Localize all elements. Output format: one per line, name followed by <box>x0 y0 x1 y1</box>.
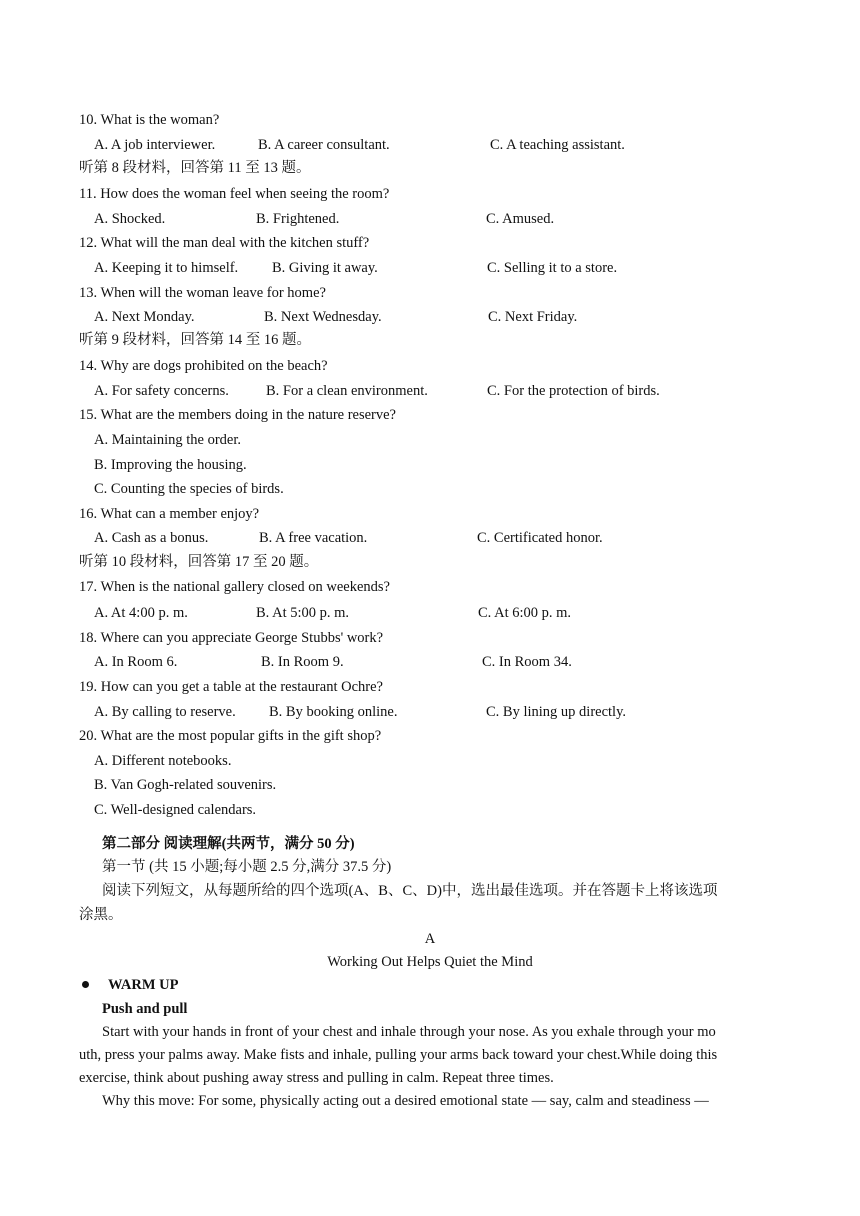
question-stem: 20. What are the most popular gifts in the gift shop? <box>79 728 382 744</box>
option-a: A. Cash as a bonus. <box>94 530 209 546</box>
option-a: A. Shocked. <box>94 211 166 227</box>
option-a: A. A job interviewer. <box>94 137 216 153</box>
option-b: B. Improving the housing. <box>94 457 247 473</box>
option-c: C. Selling it to a store. <box>487 260 618 276</box>
paragraph-line: uth, press your palms away. Make fists and inhale, pulling your arms back toward your chest.While doing this <box>79 1047 718 1063</box>
option-c: C. A teaching assistant. <box>490 137 625 153</box>
part-title: 第二部分 阅读理解(共两节，满分 50 分) <box>102 836 355 852</box>
warmup-heading: WARM UP <box>108 977 179 993</box>
option-a: A. By calling to reserve. <box>94 704 236 720</box>
section-instruction: 听第 10 段材料，回答第 17 至 20 题。 <box>79 554 319 570</box>
option-b: B. Van Gogh-related souvenirs. <box>94 777 277 793</box>
option-a: A. Maintaining the order. <box>94 432 241 448</box>
question-stem: 14. Why are dogs prohibited on the beach? <box>79 358 328 374</box>
passage-title: Working Out Helps Quiet the Mind <box>327 954 533 970</box>
option-c: C. In Room 34. <box>482 654 572 670</box>
option-b: B. Frightened. <box>256 211 340 227</box>
option-a: A. Next Monday. <box>94 309 195 325</box>
option-b: B. For a clean environment. <box>266 383 428 399</box>
option-b: B. A free vacation. <box>259 530 368 546</box>
option-b: B. By booking online. <box>269 704 398 720</box>
subheading: Push and pull <box>102 1001 188 1017</box>
option-a: A. At 4:00 p. m. <box>94 605 188 621</box>
option-c: C. Next Friday. <box>488 309 578 325</box>
paragraph-line: exercise, think about pushing away stress and pulling in calm. Repeat three times. <box>79 1070 554 1086</box>
option-a: A. Keeping it to himself. <box>94 260 239 276</box>
section-instruction: 听第 8 段材料，回答第 11 至 13 题。 <box>79 160 311 176</box>
passage-letter: A <box>424 931 436 947</box>
option-a: A. For safety concerns. <box>94 383 229 399</box>
option-a: A. Different notebooks. <box>94 753 232 769</box>
option-b: B. At 5:00 p. m. <box>256 605 350 621</box>
question-stem: 18. Where can you appreciate George Stubbs' work? <box>79 630 384 646</box>
paragraph-line: Why this move: For some, physically acting out a desired emotional state — say, calm and steadiness — <box>102 1093 709 1109</box>
question-stem: 19. How can you get a table at the restaurant Ochre? <box>79 679 383 695</box>
section-title: 第一节 (共 15 小题;每小题 2.5 分,满分 37.5 分) <box>102 859 392 875</box>
option-c: C. By lining up directly. <box>486 704 627 720</box>
option-b: B. Next Wednesday. <box>264 309 382 325</box>
question-stem: 10. What is the woman? <box>79 112 220 128</box>
option-c: C. Amused. <box>486 211 555 227</box>
question-stem: 15. What are the members doing in the nature reserve? <box>79 407 396 423</box>
question-stem: 17. When is the national gallery closed on weekends? <box>79 579 390 595</box>
option-b: B. A career consultant. <box>258 137 390 153</box>
question-stem: 16. What can a member enjoy? <box>79 506 260 522</box>
paragraph-line: Start with your hands in front of your chest and inhale through your nose. As you exhale through your mo <box>102 1024 716 1040</box>
question-stem: 12. What will the man deal with the kitchen stuff? <box>79 235 370 251</box>
option-c: C. Certificated honor. <box>477 530 603 546</box>
instruction-text-continued: 涂黑。 <box>79 907 123 923</box>
question-stem: 11. How does the woman feel when seeing the room? <box>79 186 390 202</box>
option-c: C. Well-designed calendars. <box>94 802 257 818</box>
instruction-text: 阅读下列短文，从每题所给的四个选项(A、B、C、D)中，选出最佳选项。并在答题卡上将该选项 <box>102 883 718 899</box>
option-c: C. For the protection of birds. <box>487 383 660 399</box>
option-a: A. In Room 6. <box>94 654 178 670</box>
question-stem: 13. When will the woman leave for home? <box>79 285 326 301</box>
section-instruction: 听第 9 段材料，回答第 14 至 16 题。 <box>79 332 311 348</box>
option-b: B. Giving it away. <box>272 260 378 276</box>
option-c: C. At 6:00 p. m. <box>478 605 572 621</box>
option-b: B. In Room 9. <box>261 654 344 670</box>
option-c: C. Counting the species of birds. <box>94 481 284 497</box>
bullet-icon <box>82 981 89 988</box>
